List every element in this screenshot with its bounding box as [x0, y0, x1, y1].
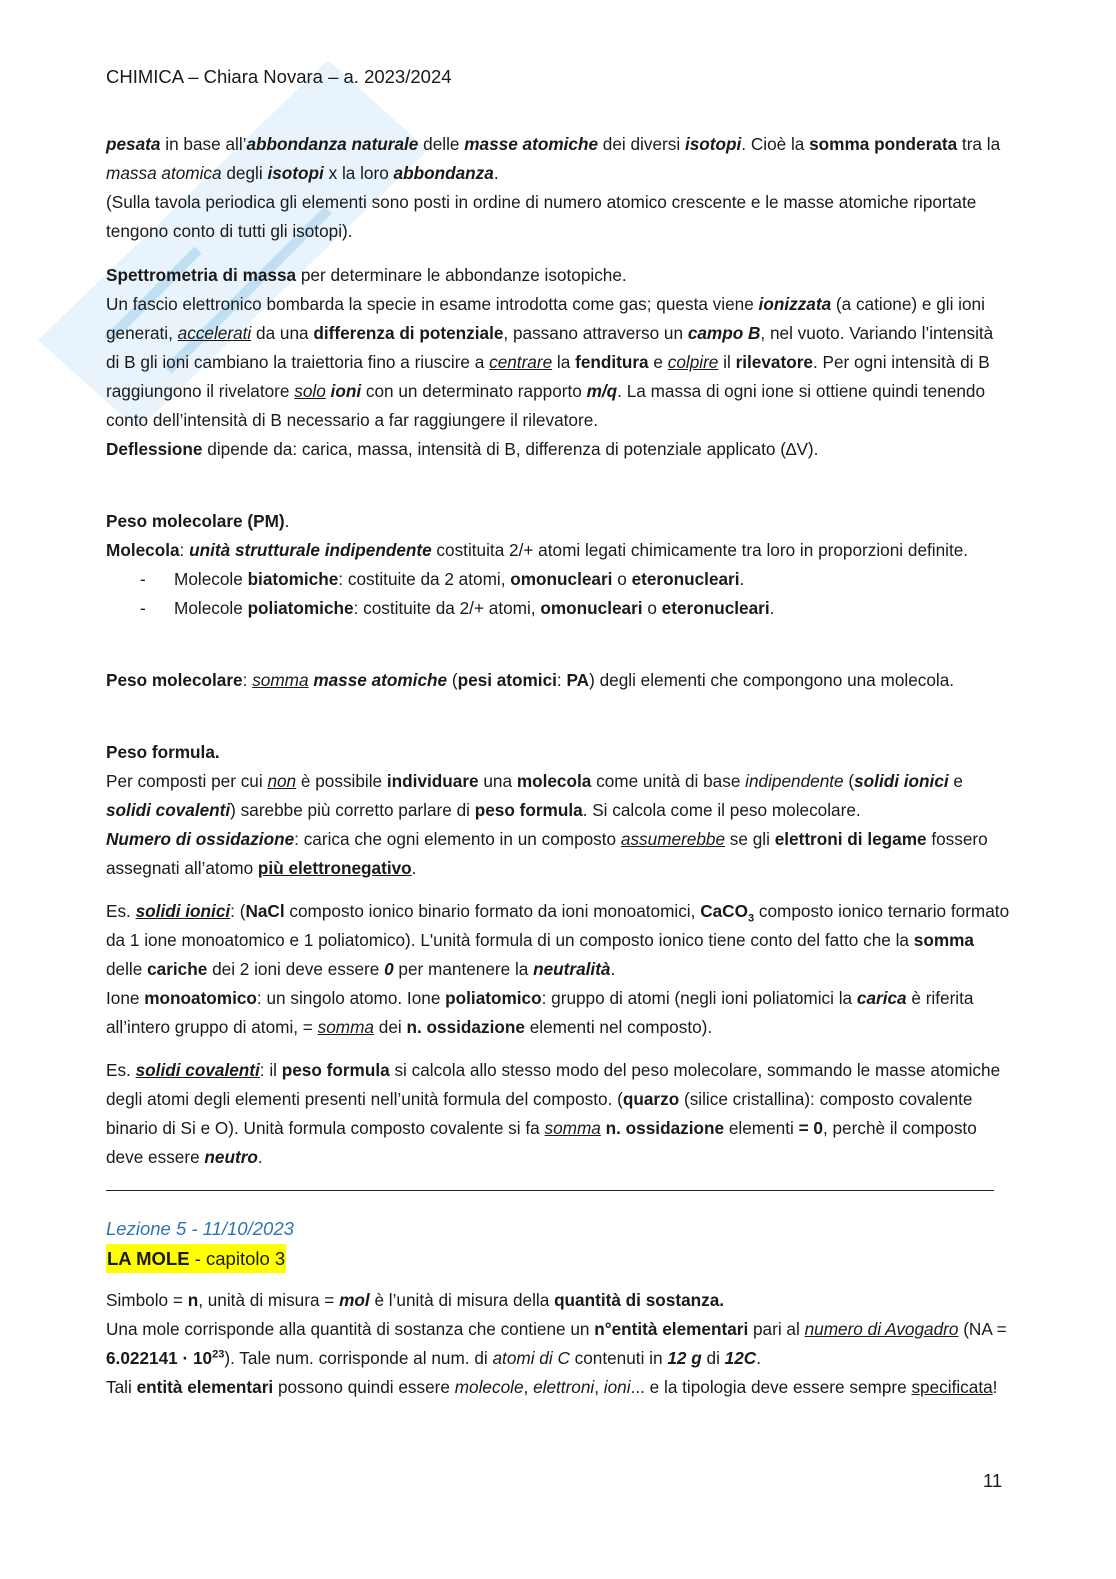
lesson-heading: Lezione 5 - 11/10/2023 — [106, 1218, 294, 1239]
paragraph-covalent-solids: Es. solidi covalenti: il peso formula si calcola allo stesso modo del peso molecolare, sommando le masse atomiche degli atomi degli elementi presenti nell’unità formula del composto. (quarzo (silice cristallina): composto covalente binario di Si e O). Unità formula composto covalente si fa somma n. ossidazione elementi = 0, perchè il composto deve essere neutro. — [106, 1060, 1001, 1167]
paragraph-formula-weight: Peso formula. Per composti per cui non è possibile individuare una molecola come unità di base indipendente (solidi ionici e solidi covalenti) sarebbe più corretto parlare di peso formula. Si calcola come il peso molecolare. Numero di ossidazione: carica che ogni elemento in un composto assumerebbe se gli elettroni di legame fossero assegnati all’atomo più elettronegativo. — [106, 742, 988, 878]
paragraph-mole: Simbolo = n, unità di misura = mol è l’unità di misura della quantità di sostanza. Una mole corrisponde alla quantità di sostanza che contiene un n°entità elementari pari al numero di Avogadro $(NA = 6.022141 \cdot 10^{23})$. Tale num. corrisponde al num. di atomi di C contenuti in 12 g di 12C. Tali entità elementari possono quindi essere molecole, elettroni, ioni... e la tipologia deve essere sempre specificata! — [106, 1290, 1007, 1397]
chapter-title: LA MOLE - capitolo 3 — [106, 1244, 286, 1273]
horizontal-divider — [106, 1190, 994, 1191]
paragraph-mass-spectrometry: Spettrometria di massa per determinare le abbondanze isotopiche. Un fascio elettronico bombarda la specie in esame introdotta come gas; questa viene ionizzata (a catione) e gli ioni generati, accelerati da una differenza di potenziale, passano attraverso un campo B, nel vuoto. Variando l’intensità di B gli ioni cambiano la traiettoria fino a riuscire a centrare la fenditura e colpire il rilevatore. Per ogni intensità di B raggiungono il rivelatore solo ioni con un determinato rapporto m/q. La massa di ogni ione si ottiene quindi tenendo conto dell’intensità di B necessario a far raggiungere il rilevatore. Deflessione dipende da: carica, massa, intensità di B, differenza di potenziale applicato (∆V). — [106, 265, 994, 459]
list-item: - Molecole biatomiche: costituite da 2 atomi, omonucleari o eteronucleari. — [140, 569, 745, 589]
paragraph-atomic-mass: pesata in base all’abbondanza naturale delle masse atomiche dei diversi isotopi. Cioè la somma ponderata tra la massa atomica degli isotopi x la loro abbondanza. (Sulla tavola periodica gli elementi sono posti in ordine di numero atomico crescente e le masse atomiche riportate tengono conto di tutti gli isotopi). — [106, 134, 1001, 241]
paragraph-pm-definition: Peso molecolare: somma masse atomiche (pesi atomici: PA) degli elementi che compongono una molecola. — [106, 670, 955, 690]
list-item: - Molecole poliatomiche: costituite da 2/+ atomi, omonucleari o eteronucleari. — [140, 598, 775, 618]
paragraph-ionic-solids: Es. solidi ionici: (NaCl composto ionico binario formato da ioni monoatomici, CaCO$_3$ composto ionico ternario formato da 1 ione monoatomico e 1 poliatomico). L'unità formula di un composto ionico tiene conto del fatto che la somma delle cariche dei 2 ioni deve essere 0 per mantenere la neutralità. Ione monoatomico: un singolo atomo. Ione poliatomico: gruppo di atomi (negli ioni poliatomici la carica è riferita all’intero gruppo di atomi, = somma dei n. ossidazione elementi nel composto). — [106, 901, 1010, 1037]
page-header: CHIMICA – Chiara Novara – a. 2023/2024 — [106, 66, 452, 87]
page-number: 11 — [983, 1470, 1003, 1491]
molecule-type-list — [106, 565, 1011, 623]
paragraph-molecular-weight: Peso molecolare (PM). Molecola: unità strutturale indipendente costituita 2/+ atomi legati chimicamente tra loro in proporzioni definite. - Molecole biatomiche: costituite da 2 atomi, omonucleari o eteronucleari. - Molecole poliatomiche: costituite da 2/+ atomi, omonucleari o eteronucleari. — [106, 507, 1011, 623]
